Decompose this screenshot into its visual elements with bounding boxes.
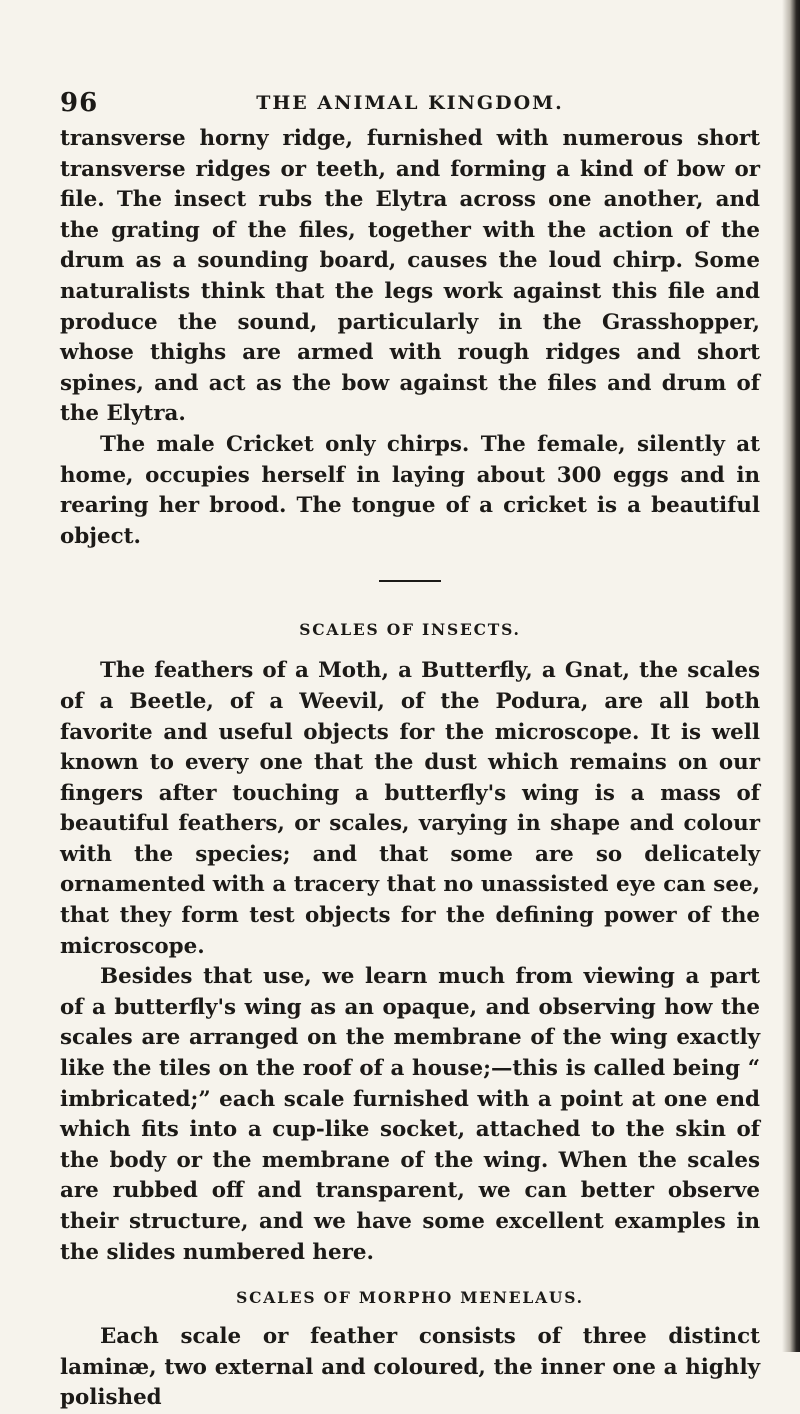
section-heading-morpho-menelaus: SCALES OF MORPHO MENELAUS. [236,1288,584,1308]
paragraph-continued: transverse horny ridge, furnished with numerous short transverse ridges or teeth, and forming a kind of bow or file. The insect rubs the Elytra across one another, and the grating of the files, together with the action of the drum as a sounding board, causes the loud chirp. Some naturalists think that the legs work against this file and produce the sound, particularly in the Grasshopper, whose thighs are armed with rough ridges and short spines, and act as the bow against the files and drum of the Elytra. [60,126,760,427]
section-divider [379,580,441,582]
paragraph-feathers: The feathers of a Moth, a Butterfly, a Gnat, the scales of a Beetle, of a Weevil, of the Podura, are all both favorite and useful objects for the microscope. It is well known to every one that the dust which remains on our fingers after touching a butterfly's wing is a mass of beautiful feathers, or scales, varying in shape and colour with the species; and that some are so delicately ornamented with a tracery that no unassisted eye can see, that they form test objects for the defining power of the microscope. [60,658,760,959]
paragraph-laminae: Each scale or feather consists of three distinct laminæ, two external and coloured, the inner one a highly polished [60,1324,760,1411]
page-edge-shadow [782,0,800,1352]
running-head: THE ANIMAL KINGDOM. [256,92,564,114]
page-header [60,88,760,120]
body-text [60,124,760,1414]
paragraph-cricket: The male Cricket only chirps. The female, silently at home, occupies herself in laying about 300 eggs and in rearing her brood. The tongue of a cricket is a beautiful object. [60,431,760,549]
page-number: 96 [60,88,99,118]
paragraph-imbricated: Besides that use, we learn much from viewing a part of a butterfly's wing as an opaque, and observing how the scales are arranged on the membrane of the wing exactly like the tiles on the roof of a house;—this is called being “ imbricated;” each scale furnished with a point at one end which fits into a cup-like socket, attached to the skin of the body or the membrane of the wing. When the scales are rubbed off and transparent, we can better observe their structure, and we have some excellent examples in the slides numbered here. [60,964,760,1265]
section-heading-scales-of-insects: SCALES OF INSECTS. [299,620,521,640]
